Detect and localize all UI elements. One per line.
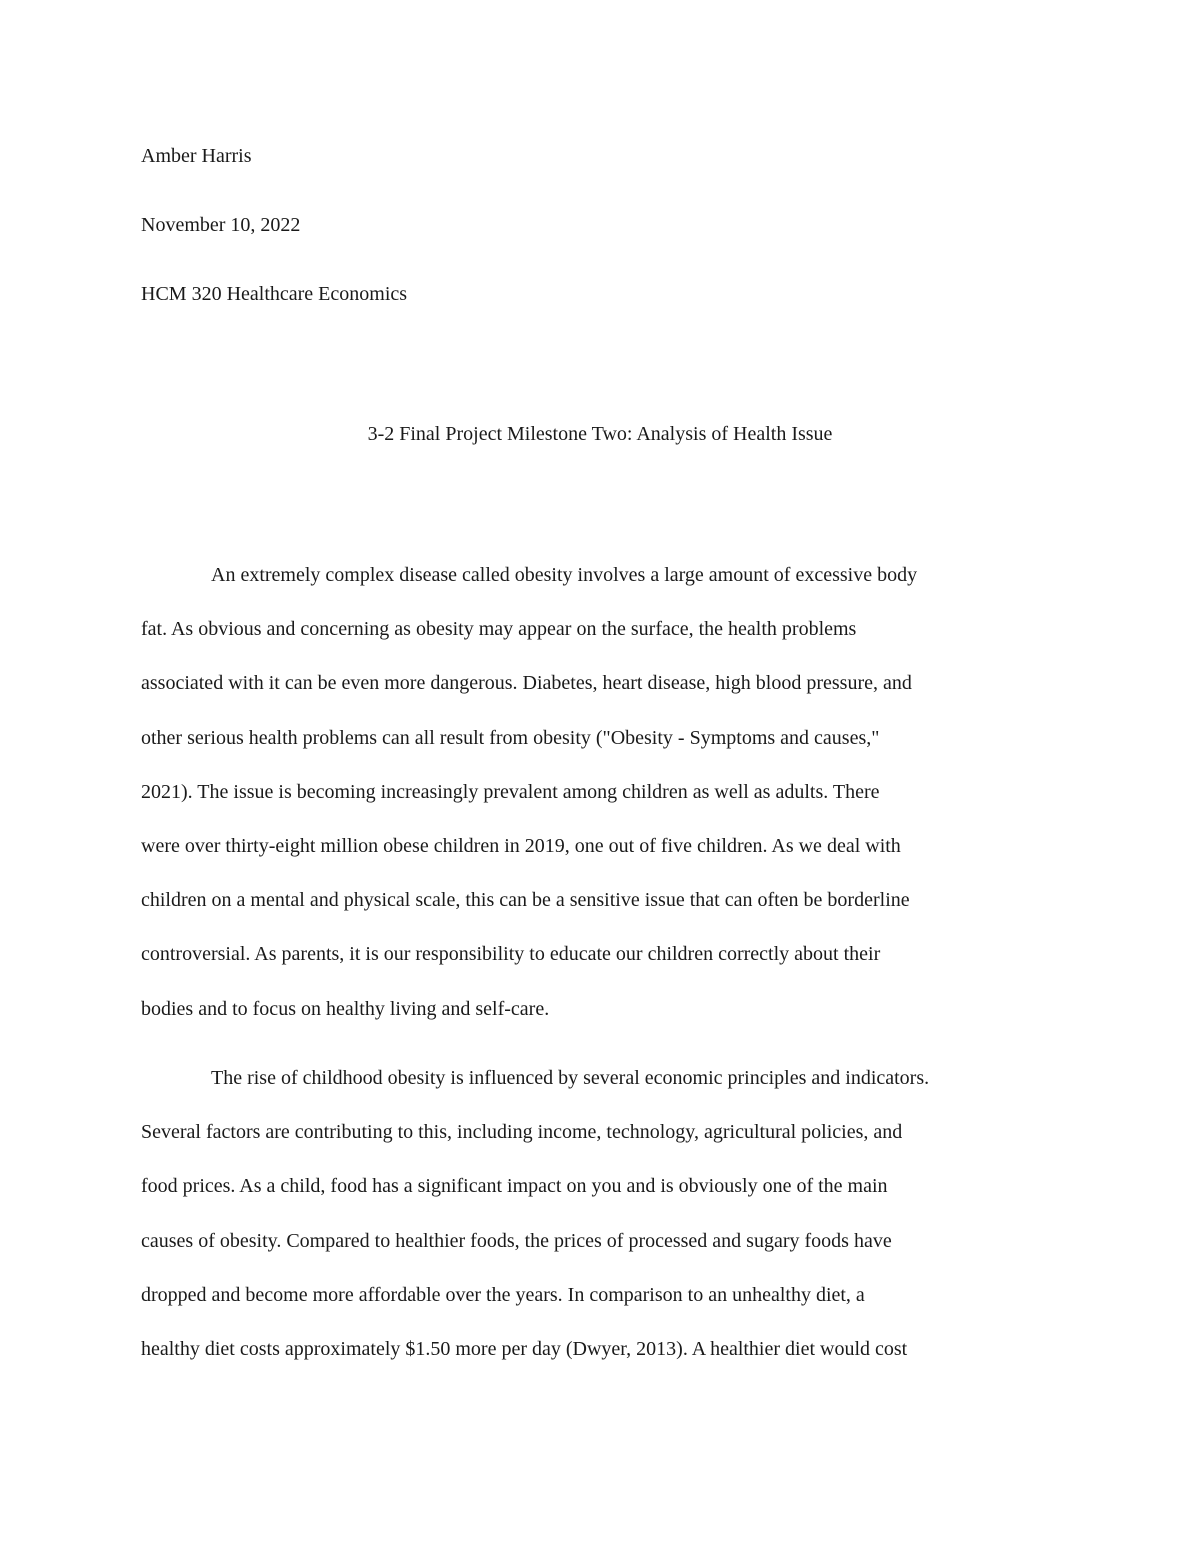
- paragraph-line: The rise of childhood obesity is influenced by several economic principles and indicators.: [211, 1067, 930, 1089]
- course-name: HCM 320 Healthcare Economics: [141, 283, 408, 305]
- paragraph-line: were over thirty-eight million obese children in 2019, one out of five children. As we deal with: [141, 835, 901, 858]
- paragraph-line: bodies and to focus on healthy living and self-care.: [141, 997, 550, 1020]
- paragraph-line: associated with it can be even more dangerous. Diabetes, heart disease, high blood pressure, and: [141, 672, 912, 695]
- paragraph-2: [141, 1051, 1061, 1376]
- paragraph-line: children on a mental and physical scale, this can be a sensitive issue that can often be borderline: [141, 889, 910, 912]
- paragraph-line: Several factors are contributing to this, including income, technology, agricultural policies, and: [141, 1121, 903, 1144]
- paragraph-line: food prices. As a child, food has a significant impact on you and is obviously one of the main: [141, 1175, 888, 1198]
- paragraph-line: 2021). The issue is becoming increasingly prevalent among children as well as adults. There: [141, 780, 880, 803]
- paragraph-line: An extremely complex disease called obesity involves a large amount of excessive body: [211, 564, 918, 586]
- paragraph-line: fat. As obvious and concerning as obesity may appear on the surface, the health problems: [141, 618, 857, 641]
- paragraph-1: [141, 548, 1061, 1036]
- document-date: November 10, 2022: [141, 214, 301, 236]
- author-name: Amber Harris: [141, 145, 252, 167]
- paragraph-line: causes of obesity. Compared to healthier foods, the prices of processed and sugary foods have: [141, 1229, 892, 1252]
- paragraph-line: dropped and become more affordable over the years. In comparison to an unhealthy diet, a: [141, 1283, 865, 1306]
- document-title: 3-2 Final Project Milestone Two: Analysis of Health Issue: [367, 423, 833, 445]
- paragraph-line: controversial. As parents, it is our responsibility to educate our children correctly about their: [141, 943, 881, 966]
- paragraph-line: healthy diet costs approximately $1.50 more per day (Dwyer, 2013). A healthier diet would cost: [141, 1338, 908, 1361]
- paragraph-line: other serious health problems can all result from obesity ("Obesity - Symptoms and causes,": [141, 726, 880, 749]
